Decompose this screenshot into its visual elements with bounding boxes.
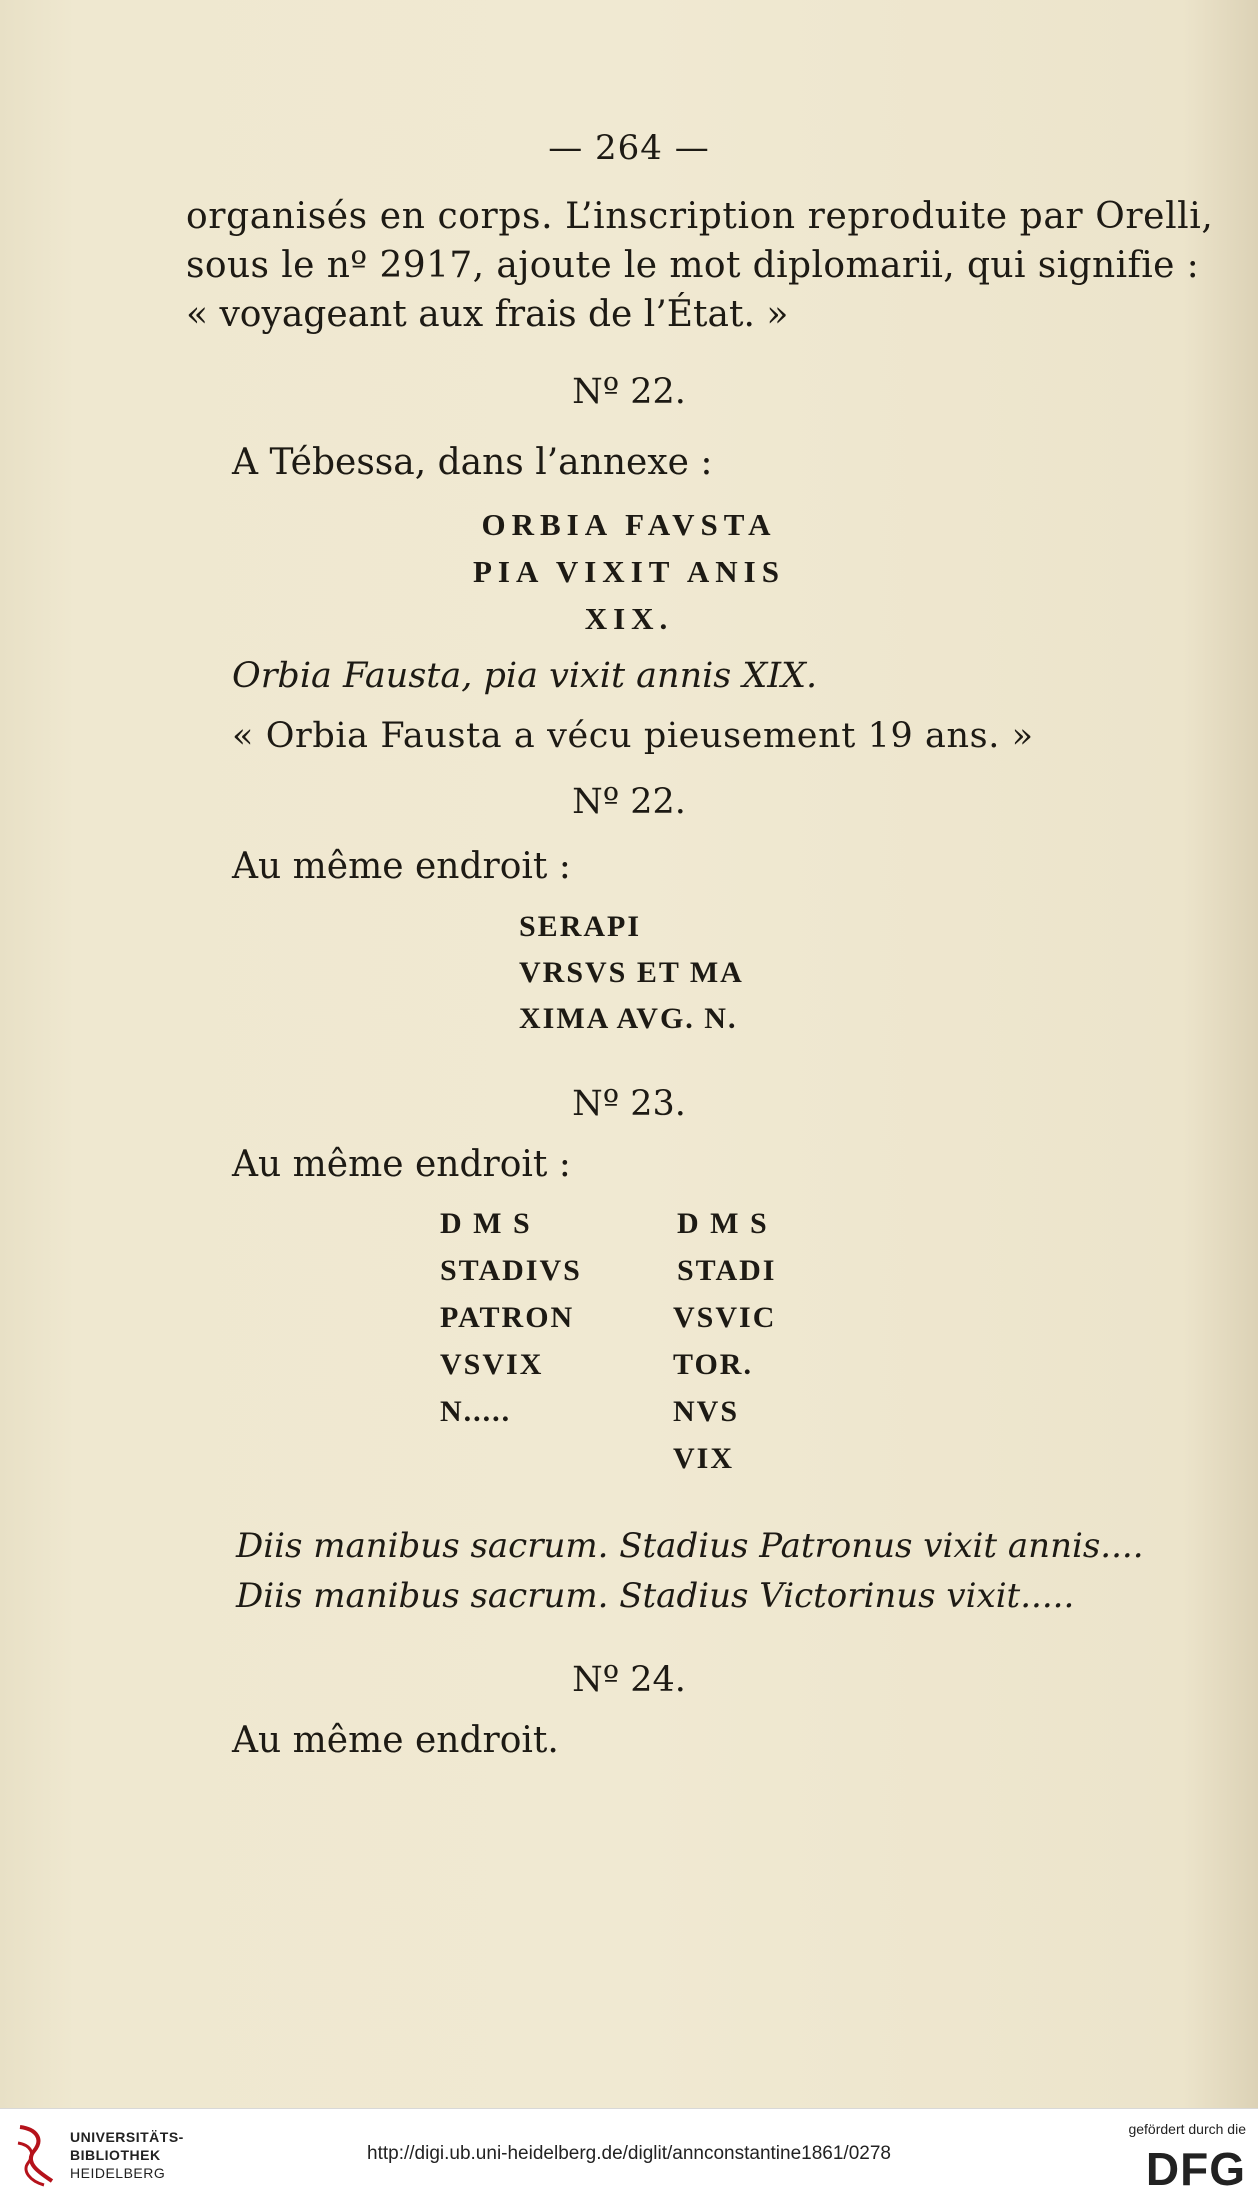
inscription-line: ORBIA FAVSTA: [481, 507, 777, 542]
inscription-line: PIA VIXIT ANIS: [472, 554, 785, 589]
inscription-line: VRSVS ET MA: [519, 956, 744, 989]
paragraph-line-2: sous le nº 2917, ajoute le mot diplomarii, qui signifie :: [186, 245, 1200, 286]
translation: « Orbia Fausta a vécu pieusement 19 ans. »: [232, 716, 1034, 756]
library-name-line: BIBLIOTHEK: [70, 2147, 161, 2163]
library-name-line: UNIVERSITÄTS-: [70, 2129, 184, 2145]
entry-intro: Au même endroit.: [232, 1720, 559, 1761]
inscription-line: XIX.: [584, 601, 674, 636]
dfg-logo: [1128, 2141, 1246, 2191]
inscription-right-line: D M S: [677, 1207, 769, 1240]
inscription-right-line: STADI: [677, 1254, 777, 1287]
sponsor-note: gefördert durch die: [1128, 2121, 1246, 2137]
permalink-url[interactable]: http://digi.ub.uni-heidelberg.de/diglit/annconstantine1861/0278: [367, 2143, 891, 2164]
inscription-left-line: D M S: [440, 1207, 532, 1240]
viewer-footer: [0, 2108, 1258, 2202]
entry-heading: Nº 23.: [572, 1084, 686, 1124]
entry-heading: Nº 24.: [572, 1660, 686, 1700]
inscription-line: SERAPI: [519, 910, 642, 943]
page-number: — 264 —: [548, 128, 710, 168]
inscription-right-line: TOR.: [673, 1348, 753, 1381]
svg-text:DFG: DFG: [1145, 2143, 1246, 2191]
inscription-right-line: NVS: [673, 1395, 740, 1428]
library-name-line: HEIDELBERG: [70, 2165, 166, 2181]
paragraph-line-3: « voyageant aux frais de l’État. »: [186, 294, 789, 335]
inscription-left-line: N.....: [440, 1395, 512, 1428]
inscription-right-line: VIX: [673, 1442, 735, 1475]
entry-intro: Au même endroit :: [232, 846, 571, 887]
entry-heading: Nº 22.: [572, 782, 686, 822]
latin-reading: Diis manibus sacrum. Stadius Victorinus vixit.....: [236, 1576, 1075, 1616]
latin-reading: Diis manibus sacrum. Stadius Patronus vixit annis....: [236, 1526, 1144, 1566]
inscription-line: XIMA AVG. N.: [519, 1002, 738, 1035]
inscription-left-line: VSVIX: [440, 1348, 544, 1381]
entry-heading: Nº 22.: [572, 372, 686, 412]
inscription-right-line: VSVIC: [673, 1301, 777, 1334]
entry-intro: Au même endroit :: [232, 1144, 571, 1185]
inscription-left-line: PATRON: [440, 1301, 575, 1334]
latin-reading: Orbia Fausta, pia vixit annis XIX.: [232, 656, 818, 696]
inscription-left-line: STADIVS: [440, 1254, 582, 1287]
paragraph-line-1: organisés en corps. L’inscription reproduite par Orelli,: [186, 196, 1214, 237]
entry-intro: A Tébessa, dans l’annexe :: [232, 442, 713, 483]
